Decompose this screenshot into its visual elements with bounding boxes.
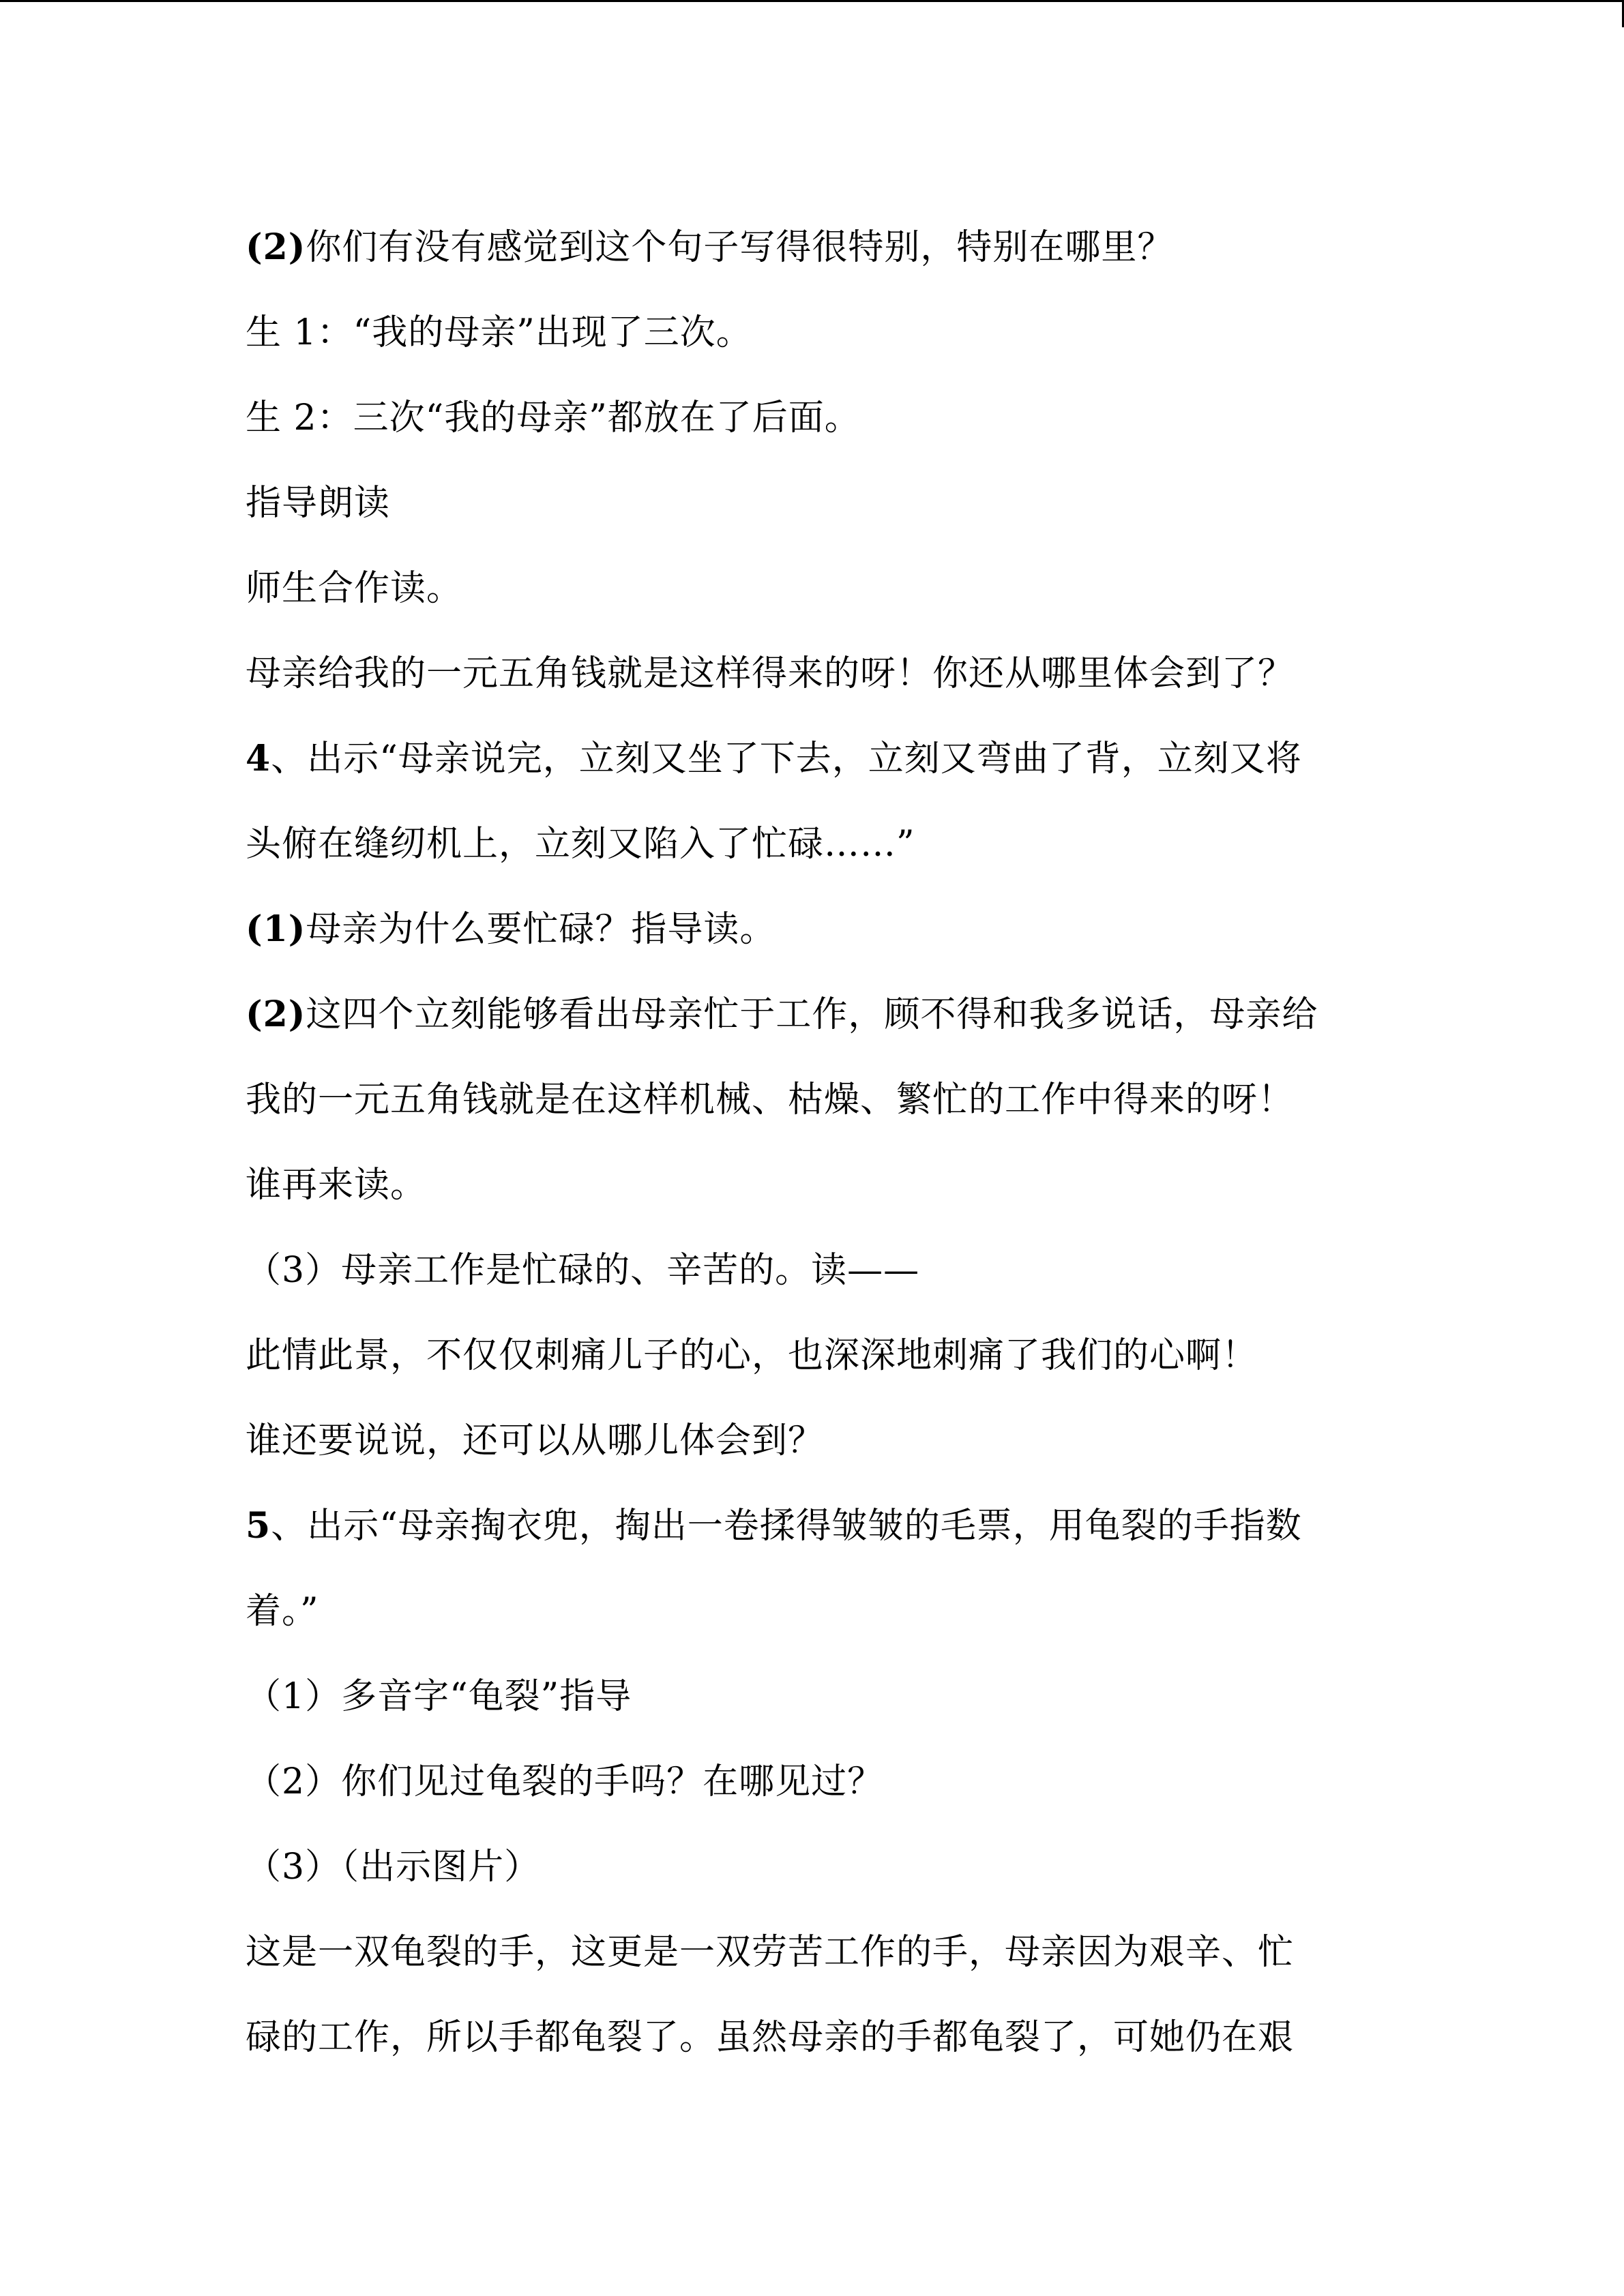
page-top-border [0, 0, 1624, 2]
line-text: 这是一双龟裂的手，这更是一双劳苦工作的手，母亲因为艰辛、忙 [246, 1932, 1295, 1973]
line-text: 这四个立刻能够看出母亲忙于工作，顾不得和我多说话，母亲给 [306, 994, 1318, 1035]
item-number: 4 [246, 738, 271, 779]
paragraph-line [246, 1568, 1378, 1654]
paragraph-line [246, 460, 1378, 546]
line-text: 、出示“母亲说完，立刻又坐了下去，立刻又弯曲了背，立刻又将 [271, 739, 1302, 779]
paragraph-line [246, 1995, 1378, 2080]
paragraph-line [246, 1142, 1378, 1227]
paragraph-line [246, 1398, 1378, 1483]
line-text: 着。” [246, 1591, 319, 1632]
paragraph-line [246, 1057, 1378, 1142]
paragraph-line [246, 1824, 1378, 1909]
line-text: 我的一元五角钱就是在这样机械、枯燥、繁忙的工作中得来的呀！ [246, 1079, 1295, 1120]
line-text: 你们有没有感觉到这个句子写得很特别，特别在哪里？ [306, 227, 1174, 268]
paragraph-line [246, 801, 1378, 886]
line-text: 谁再来读。 [246, 1165, 427, 1206]
line-text: 师生合作读。 [246, 568, 463, 609]
paragraph-line [246, 290, 1378, 375]
item-number: 5 [246, 1505, 271, 1547]
line-text: 谁还要说说，还可以从哪儿体会到？ [246, 1420, 825, 1461]
paragraph-line [246, 886, 1378, 972]
line-text: 、出示“母亲掏衣兜，掏出一卷揉得皱皱的毛票，用龟裂的手指数 [271, 1506, 1302, 1547]
line-text: （3）母亲工作是忙碌的、辛苦的。读—— [246, 1250, 920, 1291]
item-number: (1) [246, 908, 306, 950]
paragraph-line [246, 546, 1378, 631]
document-body [246, 205, 1378, 2080]
line-text: 此情此景，不仅仅刺痛儿子的心，也深深地刺痛了我们的心啊！ [246, 1335, 1258, 1376]
line-text: （1）多音字“龟裂”指导 [246, 1676, 632, 1717]
line-text: 生 1：“我的母亲”出现了三次。 [246, 312, 752, 353]
line-text: （3）（出示图片） [246, 1847, 541, 1888]
paragraph-line [246, 375, 1378, 460]
line-text: 头俯在缝纫机上，立刻又陷入了忙碌……” [246, 824, 915, 865]
paragraph-line [246, 1909, 1378, 1995]
line-text: 指导朗读 [246, 483, 391, 524]
item-number: (2) [246, 226, 306, 268]
paragraph-line [246, 716, 1378, 801]
paragraph-line [246, 1654, 1378, 1739]
item-number: (2) [246, 994, 306, 1035]
line-text: 母亲为什么要忙碌？指导读。 [306, 909, 776, 950]
line-text: 生 2：三次“我的母亲”都放在了后面。 [246, 398, 861, 438]
line-text: 碌的工作，所以手都龟裂了。虽然母亲的手都龟裂了，可她仍在艰 [246, 2017, 1295, 2058]
paragraph-line [246, 205, 1378, 290]
paragraph-line [246, 631, 1378, 716]
line-text: 母亲给我的一元五角钱就是这样得来的呀！你还从哪里体会到了？ [246, 653, 1295, 694]
paragraph-line [246, 972, 1378, 1057]
paragraph-line [246, 1483, 1378, 1568]
paragraph-line [246, 1313, 1378, 1398]
paragraph-line [246, 1739, 1378, 1824]
line-text: （2）你们见过龟裂的手吗？在哪见过？ [246, 1761, 884, 1802]
paragraph-line [246, 1227, 1378, 1313]
